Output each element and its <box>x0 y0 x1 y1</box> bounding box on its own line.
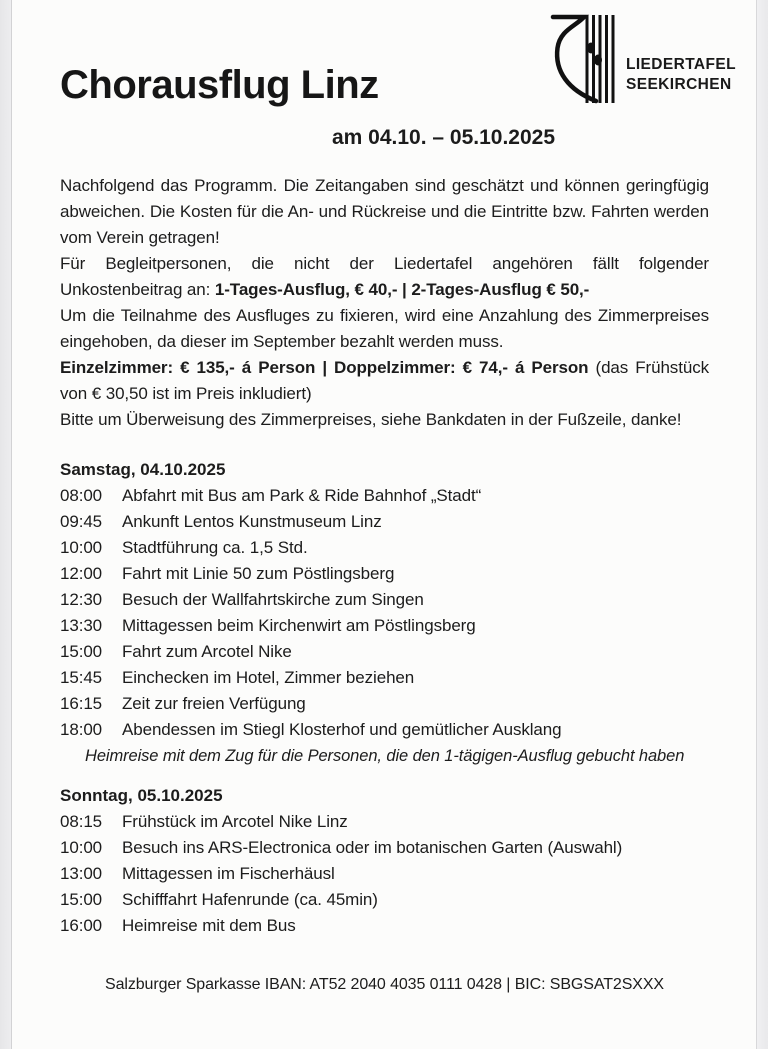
schedule-time: 08:15 <box>60 812 103 831</box>
schedule-activity: Zeit zur freien Verfügung <box>122 694 306 713</box>
schedule-row <box>60 535 709 561</box>
schedule-activity: Fahrt mit Linie 50 zum Pöstlingsberg <box>122 564 395 583</box>
schedule-time: 15:00 <box>60 642 103 661</box>
schedule-row <box>60 835 709 861</box>
intro-paragraph-2-prices: 1-Tages-Ausflug, € 40,- | 2-Tages-Ausflug € 50,- <box>214 280 590 299</box>
schedule-time: 13:00 <box>60 864 103 883</box>
schedule-activity: Einchecken im Hotel, Zimmer beziehen <box>122 668 415 687</box>
schedule-time: 15:00 <box>60 890 103 909</box>
schedule-time: 16:00 <box>60 916 103 935</box>
schedule-time: 16:15 <box>60 694 103 713</box>
schedule-row <box>60 561 709 587</box>
schedule-activity: Besuch der Wallfahrtskirche zum Singen <box>122 590 424 609</box>
schedule-row <box>60 587 709 613</box>
document-page <box>12 0 756 1049</box>
document-content <box>12 0 756 996</box>
intro-paragraph-4 <box>60 355 709 407</box>
saturday-return-note: Heimreise mit dem Zug für die Personen, die den 1-tägigen-Ausflug gebucht haben <box>85 747 685 765</box>
schedule-time: 18:00 <box>60 720 103 739</box>
schedule-time: 10:00 <box>60 538 103 557</box>
intro-paragraph-3: Um die Teilnahme des Ausfluges zu fixieren, wird eine Anzahlung des Zimmerpreises eingehoben, da dieser im September bezahlt werden muss. <box>60 306 709 351</box>
intro-paragraph-2-text: Für Begleitpersonen, die nicht der Liedertafel angehören fällt folgender Unkostenbeitrag an: <box>60 254 709 299</box>
intro-paragraph-4-text: (das Frühstück von € 30,50 ist im Preis inkludiert) <box>60 358 709 403</box>
schedule-row <box>60 509 709 535</box>
schedule-activity: Frühstück im Arcotel Nike Linz <box>122 812 348 831</box>
logo-text-line1: LIEDERTAFEL <box>625 56 736 73</box>
schedule-activity: Besuch ins ARS-Electronica oder im botanischen Garten (Auswahl) <box>122 838 623 857</box>
schedule-row <box>60 717 709 743</box>
schedule-activity: Abendessen im Stiegl Klosterhof und gemütlicher Ausklang <box>122 720 562 739</box>
intro-paragraph-1: Nachfolgend das Programm. Die Zeitangaben sind geschätzt und können geringfügig abweichen. Die Kosten für die An- und Rückreise und die Eintritte bzw. Fahrten werden vom Verein getragen! <box>60 176 709 247</box>
photo-edge-right <box>756 0 768 1049</box>
sunday-heading: Sonntag, 05.10.2025 <box>60 786 223 805</box>
schedule-row <box>60 691 709 717</box>
schedule-row <box>60 913 709 939</box>
saturday-schedule <box>60 483 709 769</box>
schedule-activity: Mittagessen beim Kirchenwirt am Pöstlingsberg <box>122 616 476 635</box>
schedule-activity: Abfahrt mit Bus am Park & Ride Bahnhof „Stadt“ <box>122 486 482 505</box>
schedule-activity: Heimreise mit dem Bus <box>122 916 296 935</box>
logo-text-line2: SEEKIRCHEN <box>625 76 732 93</box>
sunday-schedule <box>60 809 709 939</box>
date-subtitle: am 04.10. – 05.10.2025 <box>332 126 556 149</box>
schedule-activity: Fahrt zum Arcotel Nike <box>122 642 292 661</box>
saturday-heading: Samstag, 04.10.2025 <box>60 460 226 479</box>
schedule-activity: Schifffahrt Hafenrunde (ca. 45min) <box>122 890 378 909</box>
schedule-activity: Mittagessen im Fischerhäusl <box>122 864 335 883</box>
schedule-activity: Ankunft Lentos Kunstmuseum Linz <box>122 512 382 531</box>
schedule-row <box>60 861 709 887</box>
schedule-row <box>60 639 709 665</box>
schedule-time: 15:45 <box>60 668 103 687</box>
intro-paragraph-4-prices: Einzelzimmer: € 135,- á Person | Doppelzimmer: € 74,- á Person <box>60 358 589 377</box>
photo-edge-left <box>0 0 12 1049</box>
schedule-row <box>60 665 709 691</box>
schedule-time: 12:00 <box>60 564 103 583</box>
schedule-row <box>60 613 709 639</box>
schedule-time: 10:00 <box>60 838 103 857</box>
schedule-time: 13:30 <box>60 616 103 635</box>
intro-section <box>60 173 709 433</box>
page-title: Chorausflug Linz <box>60 63 379 107</box>
schedule-time: 08:00 <box>60 486 103 505</box>
bank-details-footer: Salzburger Sparkasse IBAN: AT52 2040 4035 0111 0428 | BIC: SBGSAT2SXXX <box>105 976 664 993</box>
schedule-row <box>60 809 709 835</box>
intro-paragraph-2 <box>60 251 709 303</box>
intro-paragraph-5: Bitte um Überweisung des Zimmerpreises, siehe Bankdaten in der Fußzeile, danke! <box>60 410 682 429</box>
schedule-time: 12:30 <box>60 590 103 609</box>
schedule-activity: Stadtführung ca. 1,5 Std. <box>122 538 308 557</box>
schedule-row <box>60 483 709 509</box>
schedule-time: 09:45 <box>60 512 103 531</box>
schedule-row <box>60 887 709 913</box>
